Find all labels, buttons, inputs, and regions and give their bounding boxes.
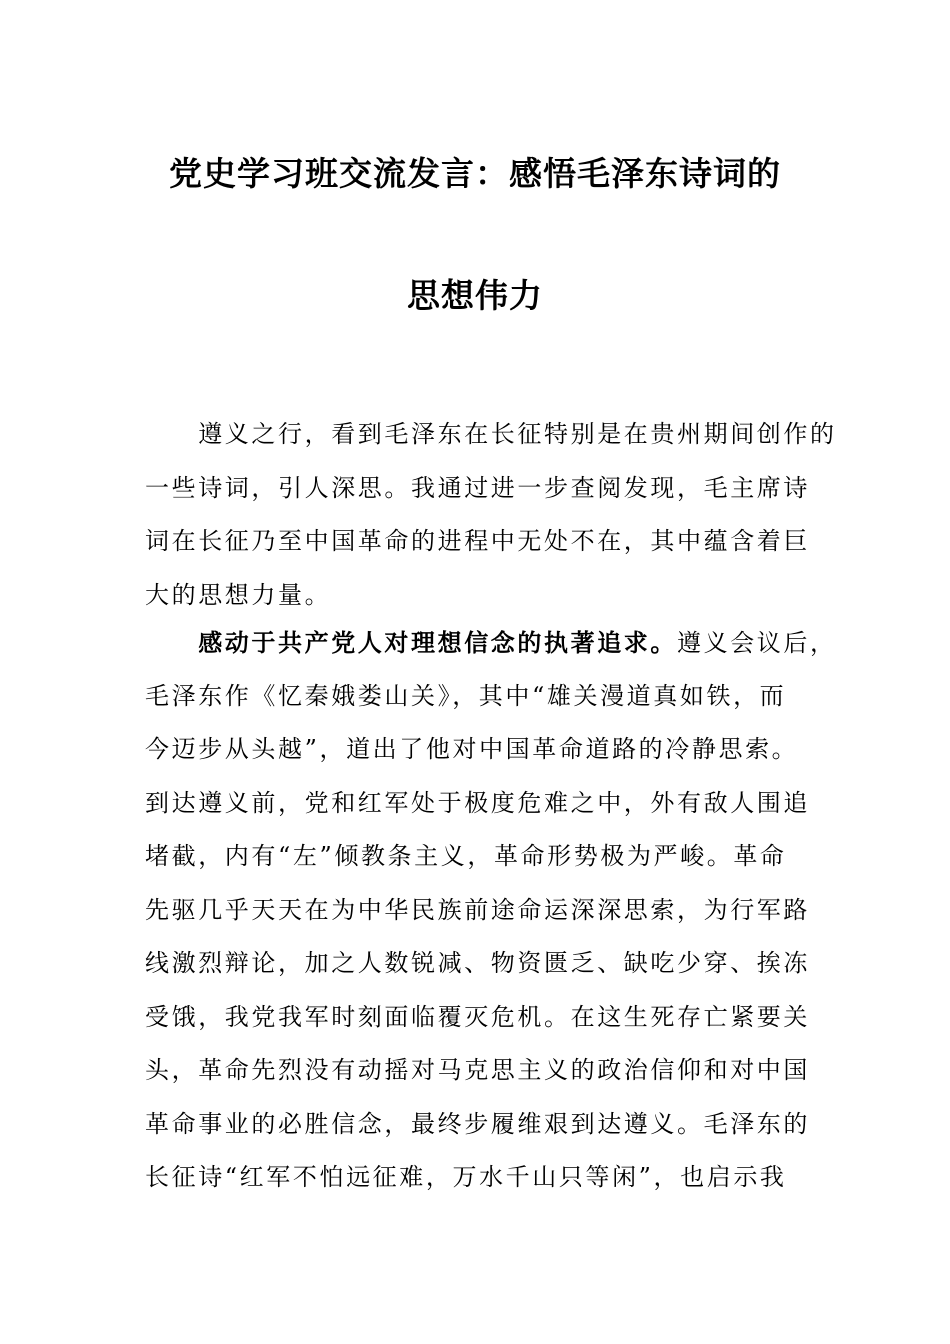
paragraph-line: 大的思想力量。	[145, 580, 332, 609]
paragraph-line: 毛泽东作《忆秦娥娄山关》，其中“雄关漫道真如铁，而	[145, 681, 787, 710]
paragraph-line-rest: 遵义会议后，	[677, 629, 837, 657]
paragraph-line: 受饿，我党我军时刻面临覆灭危机。在这生死存亡紧要关	[145, 1002, 810, 1031]
paragraph-line: 今迈步从头越”，道出了他对中国革命道路的冷静思索。	[145, 735, 799, 763]
paragraph-intro	[145, 408, 837, 622]
paragraph-first-line	[145, 616, 837, 670]
document-title-line-2: 思想伟力	[407, 276, 543, 315]
paragraph-line: 头，革命先烈没有动摇对马克思主义的政治信仰和对中国	[145, 1056, 810, 1084]
paragraph-line: 长征诗“红军不怕远征难，万水千山只等闲”，也启示我	[145, 1163, 787, 1191]
paragraph-ideals	[145, 616, 837, 1205]
paragraph-line: 线激烈辩论，加之人数锐减、物资匮乏、缺吃少穿、挨冻	[145, 949, 810, 977]
paragraph-line: 革命事业的必胜信念，最终步履维艰到达遵义。毛泽东的	[145, 1109, 810, 1138]
paragraph-line: 到达遵义前，党和红军处于极度危难之中，外有敌人围追	[145, 788, 810, 817]
paragraph-lead-sentence: 感动于共产党人对理想信念的执著追求。	[145, 628, 677, 657]
paragraph-line: 词在长征乃至中国革命的进程中无处不在，其中蕴含着巨	[145, 527, 810, 555]
paragraph-line: 遵义之行，看到毛泽东在长征特别是在贵州期间创作的	[145, 420, 837, 448]
paragraph-line: 堵截，内有“左”倾教条主义，革命形势极为严峻。革命	[145, 842, 787, 870]
document-title-line-1: 党史学习班交流发言：感悟毛泽东诗词的	[169, 154, 781, 193]
paragraph-line: 一些诗词，引人深思。我通过进一步查阅发现，毛主席诗	[145, 473, 810, 502]
paragraph-line: 先驱几乎天天在为中华民族前途命运深深思索，为行军路	[145, 895, 810, 924]
